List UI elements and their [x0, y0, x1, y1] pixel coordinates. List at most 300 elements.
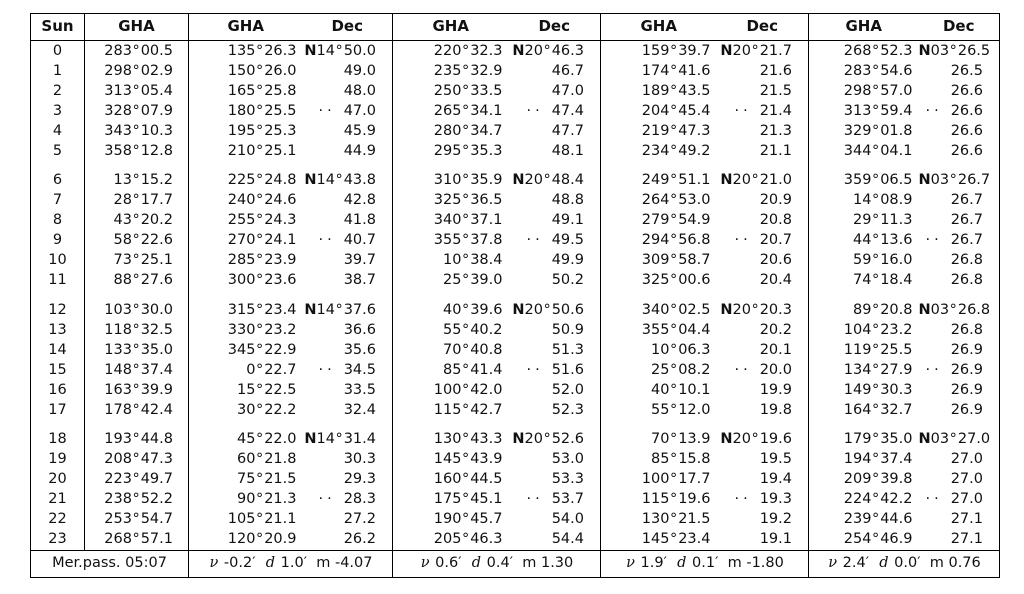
- planet2-gha-cell: 355°37.8: [433, 232, 503, 248]
- planet2-dec-cell: 53.0: [509, 450, 601, 470]
- planet1-dec-cell: 29.3: [303, 470, 393, 490]
- hour-row: [31, 340, 1000, 360]
- degree-symbol: °: [871, 531, 880, 547]
- sun-gha-cell: 238°52.2: [85, 490, 189, 510]
- degree-symbol: °: [669, 42, 678, 59]
- planet2-gha-cell: 130°43.3: [433, 431, 503, 447]
- ditto-dots: ··: [734, 361, 752, 378]
- degree-symbol: °: [132, 272, 140, 288]
- degree-symbol: °: [132, 321, 140, 338]
- degree-symbol: °: [461, 252, 470, 268]
- planet3-gha-cell: 294°56.8: [641, 232, 711, 248]
- sun-gha-cell: 163°39.9: [85, 380, 189, 400]
- planet1-dec-cell: N14°50.0: [303, 41, 393, 62]
- degree-symbol: °: [871, 172, 880, 188]
- d-label: d: [879, 554, 889, 571]
- degree-symbol: °: [871, 232, 880, 248]
- north-prefix: N: [918, 431, 931, 447]
- planet1-dec-cell: N14°43.8: [303, 161, 393, 191]
- degree-symbol: °: [255, 102, 264, 119]
- planet1-gha-cell: 45°22.0: [237, 431, 297, 447]
- degree-symbol: °: [669, 252, 678, 268]
- planet3-dec-cell: N20°21.0: [717, 161, 809, 191]
- degree-symbol: °: [669, 401, 678, 418]
- planet4-dec-cell: 26.9: [950, 401, 983, 418]
- header-planet2-gha: GHA: [432, 17, 469, 35]
- sun-gha-cell: 223°49.7: [85, 470, 189, 490]
- planet1-gha-cell: 15°22.5: [237, 381, 297, 398]
- header-planet4-dec: Dec: [942, 17, 975, 35]
- planet2-gha-cell: 295°35.3: [433, 142, 503, 159]
- planet3-dec-cell: 20.8: [717, 211, 809, 231]
- planet1-gha-cell: 315°23.4: [227, 301, 297, 318]
- planet1-gha-cell: 135°26.3: [227, 42, 297, 59]
- planet4-gha-cell: 283°54.6: [843, 62, 913, 79]
- degree-symbol: °: [669, 62, 678, 79]
- sun-gha-cell: 178°42.4: [85, 400, 189, 420]
- planet4-dec-cell: ·· 26.7: [925, 232, 983, 248]
- planet4-dec-cell: N03°26.7: [918, 172, 991, 188]
- degree-symbol: °: [255, 212, 264, 228]
- planet3-dec-cell: 21.5: [717, 81, 809, 101]
- planet4-dec-cell: ·· 26.6: [925, 102, 983, 119]
- planet2-dec-cell: 52.3: [509, 400, 601, 420]
- hour-cell: 6: [31, 161, 85, 191]
- planet1-gha-cell: 150°26.0: [227, 62, 297, 79]
- hour-row: [31, 470, 1000, 490]
- degree-symbol: °: [461, 341, 470, 358]
- north-prefix: N: [304, 172, 317, 188]
- hour-cell: 7: [31, 191, 85, 211]
- degree-symbol: °: [132, 451, 140, 467]
- degree-symbol: °: [461, 272, 470, 288]
- planet4-dec-cell: 26.7: [950, 192, 983, 208]
- sun-gha-cell: 118°32.5: [85, 320, 189, 340]
- planet3-gha-cell: 174°41.6: [641, 62, 711, 79]
- planet1-gha-cell: 225°24.8: [227, 172, 297, 188]
- planet2-dec-cell: 48.1: [509, 141, 601, 161]
- hour-cell: 17: [31, 400, 85, 420]
- planet1-dec-cell: 39.7: [303, 251, 393, 271]
- degree-symbol: °: [255, 122, 264, 139]
- planet1-dec-cell: 30.3: [303, 450, 393, 470]
- hour-row: [31, 271, 1000, 291]
- degree-symbol: °: [132, 142, 140, 159]
- north-prefix: N: [918, 301, 931, 318]
- planet1-gha-cell: 195°25.3: [227, 122, 297, 139]
- degree-symbol: °: [132, 511, 140, 527]
- degree-symbol: °: [871, 431, 880, 447]
- degree-symbol: °: [669, 361, 678, 378]
- degree-symbol: °: [255, 471, 264, 487]
- degree-symbol: °: [461, 142, 470, 159]
- planet4-gha-cell: 89°20.8: [853, 301, 913, 318]
- planet2-gha-cell: 310°35.9: [433, 172, 503, 188]
- planet3-gha-cell: 115°19.6: [641, 491, 711, 507]
- degree-symbol: °: [871, 511, 880, 527]
- hour-cell: 13: [31, 320, 85, 340]
- ditto-dots: ··: [526, 491, 544, 507]
- sun-gha-cell: 298°02.9: [85, 61, 189, 81]
- north-prefix: N: [720, 301, 733, 318]
- degree-symbol: °: [461, 102, 470, 119]
- degree-symbol: °: [461, 361, 470, 378]
- degree-symbol: °: [132, 401, 140, 418]
- planet3-dec-cell: 19.1: [717, 530, 809, 551]
- sun-gha-cell: 148°37.4: [85, 360, 189, 380]
- planet1-dec-cell: 41.8: [303, 211, 393, 231]
- planet4-gha-cell: 344°04.1: [843, 142, 913, 159]
- degree-symbol: °: [871, 42, 880, 59]
- degree-symbol: °: [132, 212, 140, 228]
- table-footer: [31, 550, 1000, 577]
- planet4-dec-cell: 26.5: [950, 62, 983, 79]
- ditto-dots: ··: [734, 232, 752, 248]
- north-prefix: N: [304, 301, 317, 318]
- degree-symbol: °: [461, 401, 470, 418]
- hour-cell: 9: [31, 231, 85, 251]
- d-label: d: [265, 554, 276, 571]
- planet4-gha-cell: 313°59.4: [843, 102, 913, 119]
- degree-symbol: °: [871, 62, 880, 79]
- planet1-gha-cell: 345°22.9: [227, 341, 297, 358]
- planet2-dec-cell: 49.9: [509, 251, 601, 271]
- hour-row: [31, 41, 1000, 62]
- planet2-gha-cell: 25°39.0: [443, 272, 503, 288]
- planet1-gha-cell: 30°22.2: [237, 401, 297, 418]
- degree-symbol: °: [871, 341, 880, 358]
- planet1-gha-cell: 255°24.3: [227, 212, 297, 228]
- degree-symbol: °: [335, 301, 343, 318]
- hour-row: [31, 81, 1000, 101]
- almanac-table: [30, 13, 1000, 578]
- degree-symbol: °: [255, 301, 264, 318]
- degree-symbol: °: [132, 192, 140, 208]
- degree-symbol: °: [255, 172, 264, 188]
- planet3-gha-cell: 234°49.2: [641, 142, 711, 159]
- degree-symbol: °: [132, 491, 140, 507]
- planet4-dec-cell: ·· 27.0: [925, 491, 983, 507]
- nu-label: ν: [626, 554, 635, 571]
- degree-symbol: °: [132, 82, 140, 99]
- degree-symbol: °: [871, 122, 880, 139]
- planet2-dec-cell: 47.0: [509, 81, 601, 101]
- planet1-gha-cell: 0°22.7: [246, 361, 297, 378]
- planet4-gha-cell: 149°30.3: [843, 381, 913, 398]
- degree-symbol: °: [949, 42, 957, 59]
- planet4-dec-cell: 27.0: [950, 471, 983, 487]
- degree-symbol: °: [871, 491, 880, 507]
- planet1-dec-cell: 27.2: [303, 510, 393, 530]
- planet2-dec-cell: 54.4: [509, 530, 601, 551]
- planet1-corrections-cell: ν -0.2′ d 1.0′ m -4.07: [189, 550, 393, 577]
- planet3-gha-cell: 355°04.4: [641, 321, 711, 338]
- planet2-gha-cell: 10°38.4: [443, 252, 503, 268]
- header-planet4-gha: GHA: [845, 17, 882, 35]
- degree-symbol: °: [669, 451, 678, 467]
- hour-row: [31, 380, 1000, 400]
- planet2-gha-cell: 55°40.2: [443, 321, 503, 338]
- degree-symbol: °: [669, 192, 678, 208]
- degree-symbol: °: [132, 301, 140, 318]
- planet2-dec-cell: ·· 53.7: [509, 490, 601, 510]
- planet4-dec-cell: 26.9: [950, 341, 983, 358]
- planet2-gha-cell: 100°42.0: [433, 381, 503, 398]
- planet4-dec-cell: N03°26.5: [918, 42, 991, 59]
- north-prefix: N: [720, 431, 733, 447]
- north-prefix: N: [720, 172, 733, 188]
- hour-row: [31, 400, 1000, 420]
- degree-symbol: °: [255, 321, 264, 338]
- degree-symbol: °: [669, 511, 678, 527]
- degree-symbol: °: [669, 142, 678, 159]
- degree-symbol: °: [669, 341, 678, 358]
- header-planet3-dec: Dec: [717, 14, 809, 41]
- planet1-gha-cell: 285°23.9: [227, 252, 297, 268]
- planet3-dec-cell: ·· 21.4: [717, 101, 809, 121]
- degree-symbol: °: [669, 102, 678, 119]
- ditto-dots: ··: [526, 102, 544, 119]
- planet4-gha-cell: 134°27.9: [843, 361, 913, 378]
- planet3-gha-cell: 145°23.4: [641, 531, 711, 547]
- degree-symbol: °: [751, 301, 759, 318]
- degree-symbol: °: [255, 531, 264, 547]
- degree-symbol: °: [255, 142, 264, 159]
- m-label: m: [727, 554, 742, 571]
- planet3-dec-cell: 19.9: [717, 380, 809, 400]
- degree-symbol: °: [255, 42, 264, 59]
- planet2-dec-cell: ·· 47.4: [509, 101, 601, 121]
- planet4-dec-cell: 26.9: [950, 381, 983, 398]
- planet1-dec-cell: 49.0: [303, 61, 393, 81]
- hour-cell: 2: [31, 81, 85, 101]
- hour-cell: 22: [31, 510, 85, 530]
- mer-pass-cell: Mer.pass. 05:07: [31, 550, 189, 577]
- planet3-dec-cell: 20.1: [717, 340, 809, 360]
- planet2-dec-cell: 52.0: [509, 380, 601, 400]
- sun-gha-cell: 343°10.3: [85, 121, 189, 141]
- planet1-dec-cell: 44.9: [303, 141, 393, 161]
- planet2-gha-cell: 265°34.1: [433, 102, 503, 119]
- degree-symbol: °: [461, 531, 470, 547]
- planet2-gha-cell: 280°34.7: [433, 122, 503, 139]
- planet3-gha-cell: 100°17.7: [641, 471, 711, 487]
- planet2-gha-cell: 175°45.1: [433, 491, 503, 507]
- planet4-gha-cell: 239°44.6: [843, 511, 913, 527]
- planet1-dec-cell: 32.4: [303, 400, 393, 420]
- d-label: d: [677, 554, 687, 571]
- planet2-gha-cell: 250°33.5: [433, 82, 503, 99]
- degree-symbol: °: [461, 511, 470, 527]
- planet1-dec-cell: 45.9: [303, 121, 393, 141]
- sun-gha-cell: 208°47.3: [85, 450, 189, 470]
- degree-symbol: °: [255, 272, 264, 288]
- planet1-gha-cell: 90°21.3: [237, 491, 297, 507]
- degree-symbol: °: [871, 252, 880, 268]
- degree-symbol: °: [255, 451, 264, 467]
- hour-row: [31, 141, 1000, 161]
- degree-symbol: °: [543, 42, 551, 59]
- planet4-dec-cell: ·· 26.9: [925, 361, 983, 378]
- degree-symbol: °: [669, 491, 678, 507]
- ditto-dots: ··: [526, 361, 544, 378]
- planet3-gha-cell: 25°08.2: [651, 361, 711, 378]
- ditto-dots: ··: [925, 361, 943, 378]
- planet1-gha-cell: 330°23.2: [227, 321, 297, 338]
- planet1-dec-cell: ·· 47.0: [303, 101, 393, 121]
- planet4-dec-cell: 27.0: [950, 451, 983, 467]
- planet2-gha-cell: 40°39.6: [443, 301, 503, 318]
- degree-symbol: °: [669, 272, 678, 288]
- planet4-gha-cell: 59°16.0: [853, 252, 913, 268]
- hour-cell: 16: [31, 380, 85, 400]
- degree-symbol: °: [871, 212, 880, 228]
- degree-symbol: °: [669, 531, 678, 547]
- planet4-dec-cell: 26.7: [950, 212, 983, 228]
- planet2-gha-cell: 85°41.4: [443, 361, 503, 378]
- ditto-dots: ··: [318, 491, 336, 507]
- sun-gha-cell: 103°30.0: [85, 291, 189, 321]
- planet3-dec-cell: 20.6: [717, 251, 809, 271]
- planet1-dec-cell: 35.6: [303, 340, 393, 360]
- planet1-dec-cell: 48.0: [303, 81, 393, 101]
- hour-cell: 23: [31, 530, 85, 551]
- north-prefix: N: [512, 301, 525, 318]
- planet3-gha-cell: 279°54.9: [641, 212, 711, 228]
- degree-symbol: °: [132, 42, 140, 59]
- degree-symbol: °: [751, 172, 759, 188]
- planet2-dec-cell: 50.2: [509, 271, 601, 291]
- d-label: d: [471, 554, 482, 571]
- degree-symbol: °: [335, 42, 343, 59]
- sun-gha-cell: 193°44.8: [85, 420, 189, 450]
- planet3-corrections-cell: ν 1.9′ d 0.1′ m -1.80: [601, 550, 809, 577]
- sun-gha-cell: 253°54.7: [85, 510, 189, 530]
- degree-symbol: °: [461, 82, 470, 99]
- planet4-dec-cell: 26.8: [950, 252, 983, 268]
- planet4-dec-cell: 26.8: [950, 321, 983, 338]
- north-prefix: N: [720, 42, 733, 59]
- ditto-dots: ··: [734, 102, 752, 119]
- degree-symbol: °: [461, 172, 470, 188]
- header-row: [31, 14, 1000, 41]
- header-planet2-dec: Dec: [509, 14, 601, 41]
- m-label: m: [929, 554, 944, 571]
- hour-cell: 5: [31, 141, 85, 161]
- hour-cell: 12: [31, 291, 85, 321]
- degree-symbol: °: [871, 401, 880, 418]
- planet4-dec-cell: 26.6: [950, 142, 983, 159]
- degree-symbol: °: [949, 301, 957, 318]
- degree-symbol: °: [255, 232, 264, 248]
- planet2-gha-cell: 235°32.9: [433, 62, 503, 79]
- planet1-dec-cell: 26.2: [303, 530, 393, 551]
- hour-cell: 4: [31, 121, 85, 141]
- ditto-dots: ··: [734, 491, 752, 507]
- planet3-gha-cell: 159°39.7: [641, 42, 711, 59]
- planet3-dec-cell: 19.5: [717, 450, 809, 470]
- planet4-gha-cell: 104°23.2: [843, 321, 913, 338]
- planet4-gha-cell: 74°18.4: [853, 272, 913, 288]
- planet1-gha-cell: 180°25.5: [227, 102, 297, 119]
- table-header: [31, 14, 1000, 41]
- planet4-dec-cell: N03°27.0: [918, 431, 991, 447]
- planet1-dec-cell: 33.5: [303, 380, 393, 400]
- degree-symbol: °: [461, 471, 470, 487]
- degree-symbol: °: [461, 451, 470, 467]
- degree-symbol: °: [871, 381, 880, 398]
- planet3-gha-cell: 340°02.5: [641, 301, 711, 318]
- planet1-gha-cell: 240°24.6: [227, 192, 297, 208]
- planet3-gha-cell: 204°45.4: [641, 102, 711, 119]
- degree-symbol: °: [669, 232, 678, 248]
- planet3-gha-cell: 219°47.3: [641, 122, 711, 139]
- degree-symbol: °: [255, 431, 264, 447]
- nu-label: ν: [828, 554, 838, 571]
- hour-cell: 14: [31, 340, 85, 360]
- degree-symbol: °: [871, 451, 880, 467]
- degree-symbol: °: [132, 172, 140, 188]
- planet2-gha-cell: 205°46.3: [433, 531, 503, 547]
- ditto-dots: ··: [318, 232, 336, 248]
- hour-row: [31, 450, 1000, 470]
- north-prefix: N: [918, 172, 931, 188]
- planet3-dec-cell: ·· 19.3: [717, 490, 809, 510]
- sun-gha-cell: 328°07.9: [85, 101, 189, 121]
- planet1-dec-cell: 38.7: [303, 271, 393, 291]
- sun-gha-cell: 268°57.1: [85, 530, 189, 551]
- hour-row: [31, 161, 1000, 191]
- degree-symbol: °: [871, 471, 880, 487]
- degree-symbol: °: [335, 431, 343, 447]
- degree-symbol: °: [461, 381, 470, 398]
- planet4-gha-cell: 14°08.9: [853, 192, 913, 208]
- degree-symbol: °: [871, 82, 880, 99]
- planet1-gha-cell: 165°25.8: [227, 82, 297, 99]
- planet3-dec-cell: ·· 20.7: [717, 231, 809, 251]
- hour-cell: 18: [31, 420, 85, 450]
- degree-symbol: °: [255, 192, 264, 208]
- degree-symbol: °: [461, 122, 470, 139]
- north-prefix: N: [512, 431, 525, 447]
- planet1-dec-cell: ·· 28.3: [303, 490, 393, 510]
- planet2-dec-cell: 47.7: [509, 121, 601, 141]
- hour-row: [31, 360, 1000, 380]
- degree-symbol: °: [669, 471, 678, 487]
- nu-label: ν: [209, 554, 219, 571]
- planet2-gha-cell: 70°40.8: [443, 341, 503, 358]
- planet4-gha-cell: 29°11.3: [853, 212, 913, 228]
- planet1-dec-cell: ·· 40.7: [303, 231, 393, 251]
- hour-row: [31, 61, 1000, 81]
- sun-gha-cell: 313°05.4: [85, 81, 189, 101]
- degree-symbol: °: [669, 82, 678, 99]
- degree-symbol: °: [669, 321, 678, 338]
- planet2-dec-cell: ·· 51.6: [509, 360, 601, 380]
- degree-symbol: °: [461, 491, 470, 507]
- degree-symbol: °: [871, 301, 880, 318]
- planet2-gha-cell: 340°37.1: [433, 212, 503, 228]
- header-planet1-gha: GHA: [227, 17, 264, 35]
- hour-cell: 19: [31, 450, 85, 470]
- nu-label: ν: [420, 554, 430, 571]
- degree-symbol: °: [669, 431, 678, 447]
- planet4-dec-cell: 27.1: [950, 511, 983, 527]
- hour-row: [31, 420, 1000, 450]
- degree-symbol: °: [871, 142, 880, 159]
- header-planet3-gha: GHA: [640, 17, 677, 35]
- planet3-dec-cell: N20°20.3: [717, 291, 809, 321]
